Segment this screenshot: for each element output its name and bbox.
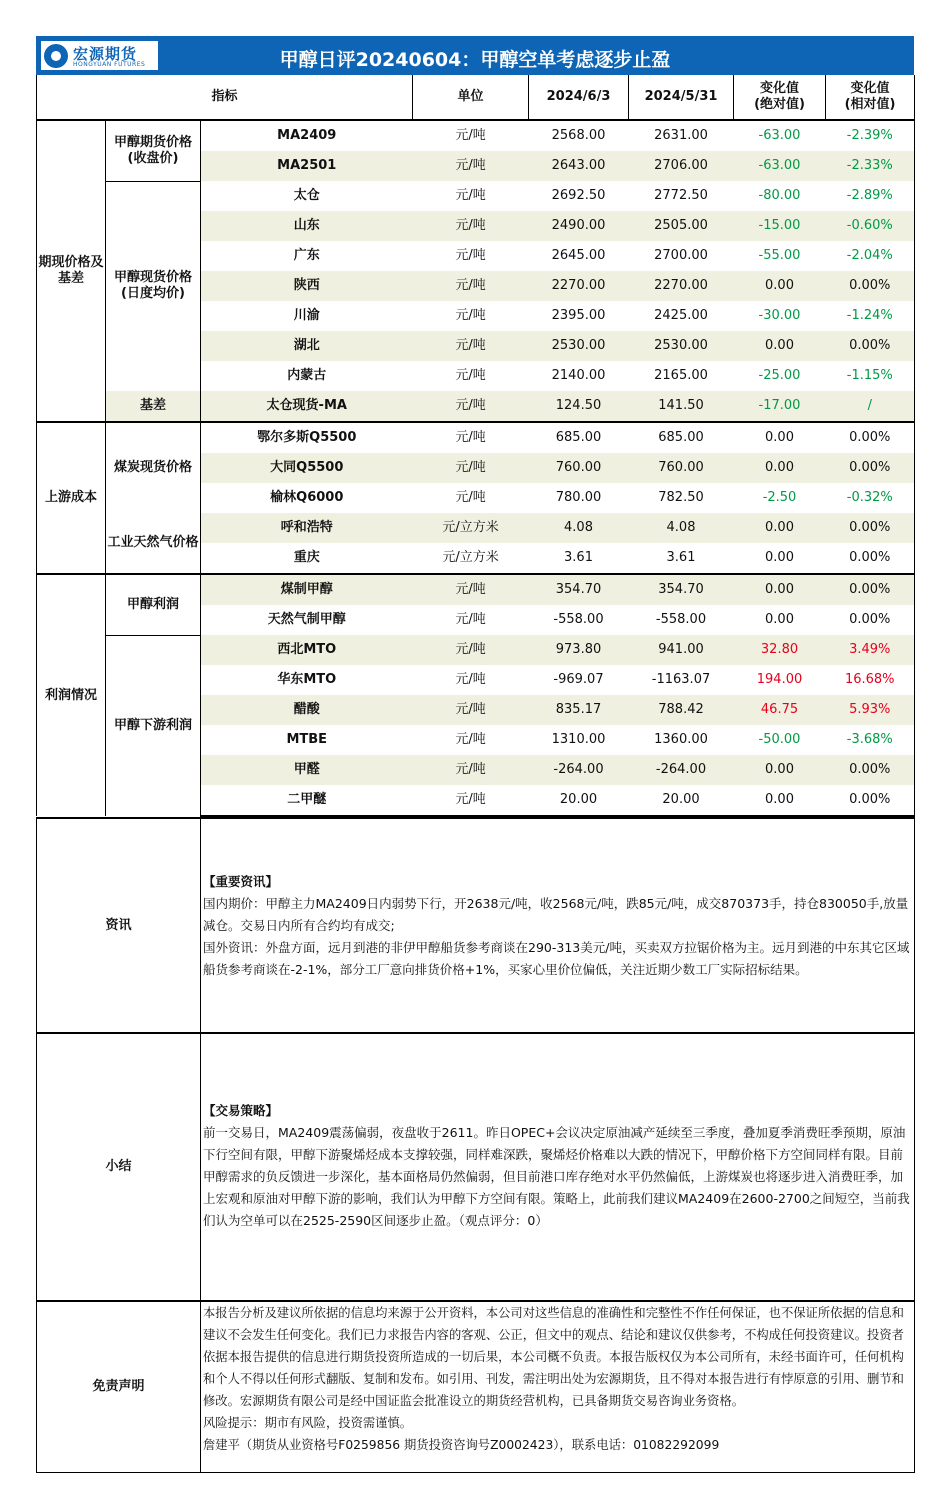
row-change-abs: 0.00 <box>734 422 826 453</box>
row-name: 醋酸 <box>201 695 413 725</box>
row-value-date2: -1163.07 <box>651 672 711 687</box>
group-label: 利润情况 <box>37 574 106 816</box>
table-row <box>37 181 915 211</box>
row-change-abs: -63.00 <box>758 128 801 143</box>
row-change-rel: -1.15% <box>826 361 915 391</box>
row-change-rel: 0.00% <box>826 543 915 574</box>
row-name: 二甲醚 <box>201 785 413 816</box>
row-change-rel: -0.32% <box>826 483 915 513</box>
row-unit: 元/吨 <box>455 308 486 323</box>
row-change-rel: -1.24% <box>826 301 915 331</box>
row-change-rel: -2.04% <box>826 241 915 271</box>
info-section <box>37 818 915 1033</box>
row-name: 川渝 <box>293 308 320 323</box>
report-title: 甲醇日评20240604：甲醇空单考虑逐步止盈 <box>279 49 671 71</box>
table-row <box>37 120 915 151</box>
row-name: 呼和浩特 <box>201 513 413 543</box>
row-value-date1: 124.50 <box>529 391 629 422</box>
row-unit: 元/吨 <box>455 612 486 627</box>
row-value-date2: 2165.00 <box>654 368 708 383</box>
row-change-abs: 46.75 <box>734 695 826 725</box>
row-value-date2: -558.00 <box>655 612 707 627</box>
row-value-date1: 2140.00 <box>551 368 606 383</box>
row-name: 榆林Q6000 <box>270 490 344 505</box>
col-abs-change: 变化值 (绝对值) <box>734 75 826 120</box>
logo-en-text: HONGYUAN FUTURES <box>73 61 146 68</box>
row-name: MA2409 <box>277 128 337 143</box>
report-page <box>36 36 914 1473</box>
col-unit: 单位 <box>413 75 529 120</box>
row-name: 陕西 <box>201 271 413 301</box>
row-unit: 元/吨 <box>413 422 529 453</box>
info-domestic: 国内期价：甲醇主力MA2409日内弱势下行，开2638元/吨，收2568元/吨，跌85元/吨，成交870373手，持仓830050手,放量减仓。交易日内所有合约均有成交; <box>203 896 909 933</box>
info-label: 资讯 <box>37 818 201 1033</box>
table-row <box>37 513 915 543</box>
col-date2: 2024/5/31 <box>629 75 734 120</box>
row-change-rel: 0.00% <box>826 422 915 453</box>
row-change-abs: 0.00 <box>734 513 826 543</box>
data-table <box>36 75 915 817</box>
row-unit: 元/吨 <box>455 672 486 687</box>
row-unit: 元/吨 <box>413 271 529 301</box>
row-name: 西北MTO <box>201 635 413 665</box>
row-value-date1: 3.61 <box>564 550 593 565</box>
col-indicator: 指标 <box>37 75 413 120</box>
row-change-rel: -3.68% <box>826 725 915 755</box>
row-name: 大同Q5500 <box>201 453 413 483</box>
row-unit: 元/吨 <box>413 391 529 422</box>
row-value-date1: 2645.00 <box>551 248 606 263</box>
subgroup-label: 工业天然气价格 <box>106 513 201 574</box>
row-change-abs: -55.00 <box>758 248 801 263</box>
row-value-date2: 20.00 <box>629 785 734 816</box>
summary-content <box>201 1033 915 1301</box>
disclaimer-label: 免责声明 <box>37 1301 201 1473</box>
row-name: 重庆 <box>293 550 320 565</box>
row-value-date2: 2425.00 <box>654 308 708 323</box>
row-change-abs: 0.00 <box>734 755 826 785</box>
row-unit: 元/吨 <box>413 785 529 816</box>
author-line: 詹建平（期货从业资格号F0259856 期货投资咨询号Z0002423），联系电话：01082292099 <box>203 1438 720 1452</box>
row-value-date1: 2490.00 <box>529 211 629 241</box>
summary-section <box>37 1033 915 1301</box>
row-change-rel: -2.89% <box>826 181 915 211</box>
row-value-date2: 941.00 <box>629 635 734 665</box>
row-unit: 元/吨 <box>455 732 486 747</box>
col-date1: 2024/6/3 <box>529 75 629 120</box>
row-unit: 元/吨 <box>413 151 529 181</box>
row-change-abs: -25.00 <box>758 368 801 383</box>
col-rel-change: 变化值 (相对值) <box>826 75 915 120</box>
row-name: 广东 <box>293 248 320 263</box>
risk-note: 风险提示：期市有风险，投资需谨慎。 <box>203 1416 413 1430</box>
disclaimer-text: 本报告分析及建议所依据的信息均来源于公开资料，本公司对这些信息的准确性和完整性不作任何保证，也不保证所依据的信息和建议不会发生任何变化。我们已力求报告内容的客观、公正，但文中的观点、结论和建议仅供参考，不构成任何投资建议。投资者依据本报告提供的信息进行期货投资所造成的一切后果，本公司概不负责。本报告版权仅为本公司所有，未经书面许可，任何机构和个人不得以任何形式翻版、复制和发布。如引用、刊发，需注明出处为宏源期货，且不得对本报告进行有悖原意的引用、删节和修改。宏源期货有限公司是经中国证监会批准设立的期货经营机构，已具备期货交易咨询业务资格。 <box>203 1306 904 1408</box>
row-change-rel: 0.00% <box>826 331 915 361</box>
row-change-abs: -50.00 <box>758 732 801 747</box>
row-change-abs: -80.00 <box>758 188 801 203</box>
row-value-date2: 354.70 <box>629 574 734 605</box>
row-value-date1: -969.07 <box>553 672 604 687</box>
row-value-date1: 2395.00 <box>551 308 606 323</box>
row-name: MTBE <box>286 732 328 747</box>
table-row <box>37 574 915 605</box>
row-name: 煤制甲醇 <box>201 574 413 605</box>
row-value-date1: -558.00 <box>553 612 604 627</box>
row-value-date1: 1310.00 <box>551 732 606 747</box>
row-change-rel: -0.60% <box>826 211 915 241</box>
summary-heading: 【交易策略】 <box>203 1103 279 1118</box>
row-unit: 元/吨 <box>413 755 529 785</box>
row-change-abs: 0.00 <box>765 612 794 627</box>
info-content <box>201 818 915 1033</box>
row-value-date2: 788.42 <box>629 695 734 725</box>
row-change-rel: 0.00% <box>826 453 915 483</box>
row-value-date1: 835.17 <box>529 695 629 725</box>
subgroup-label: 甲醇期货价格(收盘价) <box>106 120 201 181</box>
row-value-date1: 2568.00 <box>551 128 606 143</box>
row-value-date1: 2692.50 <box>551 188 606 203</box>
row-change-rel: 0.00% <box>826 574 915 605</box>
row-unit: 元/吨 <box>455 248 486 263</box>
table-body <box>37 120 915 816</box>
subgroup-label: 煤炭现货价格 <box>106 422 201 513</box>
info-foreign: 国外资讯：外盘方面，远月到港的非伊甲醇船货参考商谈在290-313美元/吨，买卖双方拉锯价格为主。远月到港的中东其它区域船货参考商谈在-2-1%，部分工厂意向排货价格+1%，买家心里价位偏低，关注近期少数工厂实际招标结果。 <box>203 940 910 977</box>
row-change-rel: 0.00% <box>826 785 915 816</box>
row-name: 太仓现货-MA <box>201 391 413 422</box>
row-unit: 元/吨 <box>455 128 486 143</box>
subgroup-label: 甲醇利润 <box>106 574 201 635</box>
disclaimer-content <box>201 1301 915 1473</box>
row-change-abs: -2.50 <box>762 490 797 505</box>
summary-label: 小结 <box>37 1033 201 1301</box>
row-value-date1: -264.00 <box>529 755 629 785</box>
row-name: 山东 <box>201 211 413 241</box>
group-label: 期现价格及基差 <box>37 120 106 422</box>
row-change-abs: 0.00 <box>734 574 826 605</box>
row-change-abs: 32.80 <box>734 635 826 665</box>
row-unit: 元/吨 <box>413 695 529 725</box>
row-value-date1: 354.70 <box>529 574 629 605</box>
row-change-rel: 5.93% <box>826 695 915 725</box>
table-row <box>37 391 915 422</box>
table-header-row <box>37 75 915 120</box>
row-change-rel: -2.33% <box>826 151 915 181</box>
row-value-date1: 973.80 <box>529 635 629 665</box>
row-value-date1: 4.08 <box>529 513 629 543</box>
row-value-date2: 3.61 <box>666 550 696 565</box>
row-name: 华东MTO <box>277 672 337 687</box>
row-change-rel: -2.39% <box>826 120 915 151</box>
row-name: 太仓 <box>293 188 320 203</box>
row-value-date2: 2706.00 <box>629 151 734 181</box>
row-change-abs: 194.00 <box>756 672 803 687</box>
row-value-date2: 760.00 <box>629 453 734 483</box>
row-change-rel: / <box>826 391 915 422</box>
row-change-abs: 0.00 <box>734 785 826 816</box>
row-change-rel: 3.49% <box>826 635 915 665</box>
row-change-rel: 0.00% <box>826 271 915 301</box>
notes-table <box>36 817 915 1473</box>
row-change-abs: -30.00 <box>758 308 801 323</box>
row-change-abs: 0.00 <box>734 331 826 361</box>
subgroup-label: 基差 <box>106 391 201 422</box>
row-value-date2: 2505.00 <box>629 211 734 241</box>
row-name: 内蒙古 <box>287 368 327 383</box>
row-value-date1: 760.00 <box>529 453 629 483</box>
row-unit: 元/吨 <box>455 188 486 203</box>
summary-text: 前一交易日，MA2409震荡偏弱，夜盘收于2611。昨日OPEC+会议决定原油减产延续至三季度，叠加夏季消费旺季预期，原油下行空间有限，甲醇下游聚烯烃成本支撑较强，同样难深跌，聚烯烃价格难以大跌的情况下，甲醇价格下方空间同样有限。目前甲醇需求的负反馈进一步深化，基本面格局仍然偏弱，但目前港口库存绝对水平仍然偏低，上游煤炭也将逐步进入消费旺季，加上宏观和原油对甲醇下游的影响，我们认为甲醇下方空间有限。策略上，此前我们建议MA2409在2600-2700之间短空，当前我们认为空单可以在2525-2590区间逐步止盈。（观点评分：0） <box>203 1125 910 1228</box>
report-header <box>36 36 914 75</box>
row-change-rel: 0.00% <box>826 605 915 635</box>
row-change-abs: 0.00 <box>765 550 794 565</box>
info-heading: 【重要资讯】 <box>203 874 279 889</box>
row-value-date1: 20.00 <box>529 785 629 816</box>
row-name: MA2501 <box>201 151 413 181</box>
row-unit: 元/立方米 <box>442 550 499 565</box>
row-change-abs: -17.00 <box>734 391 826 422</box>
row-name: 鄂尔多斯Q5500 <box>201 422 413 453</box>
row-value-date2: 782.50 <box>658 490 704 505</box>
row-unit: 元/吨 <box>413 331 529 361</box>
group-label: 上游成本 <box>37 422 106 574</box>
row-change-abs: -15.00 <box>734 211 826 241</box>
row-value-date1: 780.00 <box>555 490 602 505</box>
row-value-date2: 685.00 <box>629 422 734 453</box>
disclaimer-section <box>37 1301 915 1473</box>
row-value-date2: -264.00 <box>629 755 734 785</box>
table-row <box>37 422 915 453</box>
row-unit: 元/吨 <box>413 635 529 665</box>
row-value-date1: 2270.00 <box>529 271 629 301</box>
row-value-date1: 2643.00 <box>529 151 629 181</box>
row-name: 天然气制甲醇 <box>267 612 346 627</box>
row-change-abs: -63.00 <box>734 151 826 181</box>
row-value-date1: 2530.00 <box>529 331 629 361</box>
row-change-rel: 16.68% <box>826 665 915 695</box>
row-value-date2: 2700.00 <box>654 248 708 263</box>
row-name: 甲醛 <box>201 755 413 785</box>
row-value-date2: 2631.00 <box>654 128 708 143</box>
row-unit: 元/吨 <box>413 211 529 241</box>
row-unit: 元/吨 <box>413 574 529 605</box>
row-value-date2: 141.50 <box>629 391 734 422</box>
row-unit: 元/吨 <box>413 453 529 483</box>
row-value-date1: 685.00 <box>529 422 629 453</box>
logo-cn-text: 宏源期货 <box>73 45 138 63</box>
row-unit: 元/立方米 <box>413 513 529 543</box>
table-row <box>37 635 915 665</box>
row-value-date2: 4.08 <box>629 513 734 543</box>
row-value-date2: 2772.50 <box>654 188 708 203</box>
row-change-abs: 0.00 <box>734 453 826 483</box>
row-unit: 元/吨 <box>455 490 486 505</box>
row-unit: 元/吨 <box>455 368 486 383</box>
row-value-date2: 1360.00 <box>654 732 708 747</box>
row-change-rel: 0.00% <box>826 755 915 785</box>
row-change-abs: 0.00 <box>734 271 826 301</box>
subgroup-label: 甲醇下游利润 <box>106 635 201 816</box>
row-name: 湖北 <box>201 331 413 361</box>
row-value-date2: 2530.00 <box>629 331 734 361</box>
subgroup-label: 甲醇现货价格(日度均价) <box>106 181 201 391</box>
row-value-date2: 2270.00 <box>629 271 734 301</box>
row-change-rel: 0.00% <box>826 513 915 543</box>
